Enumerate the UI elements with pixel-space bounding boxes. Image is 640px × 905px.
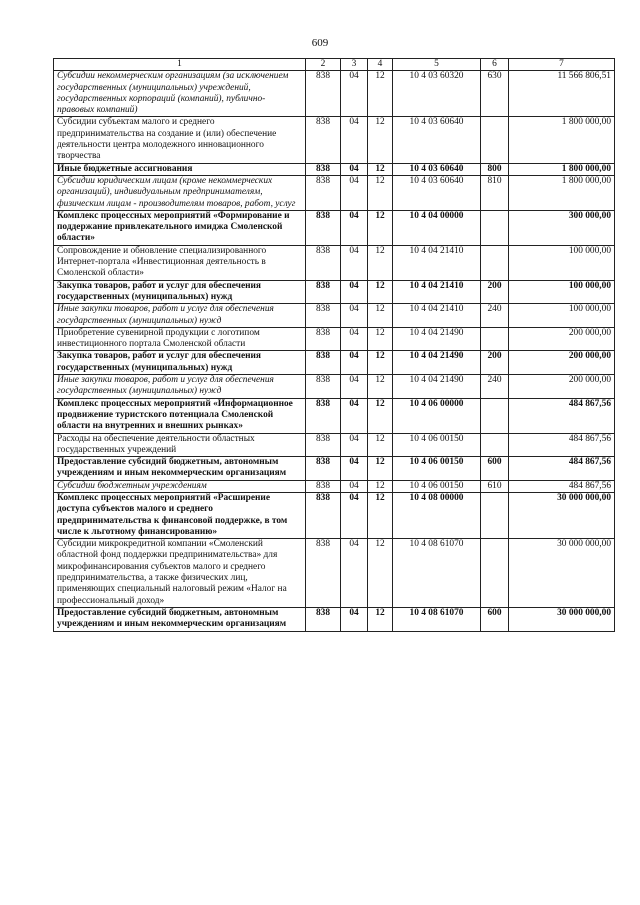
subsection-cell: 12 (368, 375, 393, 399)
subsection-cell: 12 (368, 492, 393, 538)
grbs-cell: 838 (306, 304, 341, 328)
expense-type-cell: 600 (481, 457, 509, 481)
target-article-cell: 10 4 03 60640 (393, 175, 481, 210)
subsection-cell: 12 (368, 398, 393, 433)
row-name-cell: Иные закупки товаров, работ и услуг для обеспечения государственных (муниципальных) нужд (54, 375, 306, 399)
amount-cell: 1 800 000,00 (509, 175, 615, 210)
subsection-cell: 12 (368, 327, 393, 351)
expense-type-cell: 240 (481, 375, 509, 399)
target-article-cell: 10 4 04 21410 (393, 280, 481, 304)
table-row (54, 480, 615, 492)
amount-cell: 30 000 000,00 (509, 492, 615, 538)
section-cell: 04 (341, 457, 368, 481)
target-article-cell: 10 4 03 60320 (393, 71, 481, 117)
target-article-cell: 10 4 04 21490 (393, 375, 481, 399)
page-number: 609 (311, 37, 329, 49)
section-cell: 04 (341, 163, 368, 175)
table-row (54, 607, 615, 631)
target-article-cell: 10 4 06 00150 (393, 480, 481, 492)
section-cell: 04 (341, 539, 368, 608)
row-name-cell: Предоставление субсидий бюджетным, автономным учреждениям и иным некоммерческим организациям (54, 457, 306, 481)
expense-type-cell: 240 (481, 304, 509, 328)
amount-cell: 484 867,56 (509, 480, 615, 492)
target-article-cell: 10 4 08 00000 (393, 492, 481, 538)
amount-cell: 30 000 000,00 (509, 607, 615, 631)
expense-type-cell (481, 492, 509, 538)
expense-type-cell (481, 398, 509, 433)
amount-cell: 100 000,00 (509, 245, 615, 280)
subsection-cell: 12 (368, 245, 393, 280)
grbs-cell: 838 (306, 375, 341, 399)
row-name-cell: Расходы на обеспечение деятельности областных государственных учреждений (54, 433, 306, 457)
row-name-cell: Субсидии субъектам малого и среднего предпринимательства на создание и (или) обеспечение деятельности центра молодежного инновационного творчества (54, 117, 306, 163)
table-row (54, 398, 615, 433)
grbs-cell: 838 (306, 539, 341, 608)
row-name-cell: Сопровождение и обновление специализированного Интернет-портала «Инвестиционная деятельность в Смоленской области» (54, 245, 306, 280)
row-name-cell: Комплекс процессных мероприятий «Формирование и поддержание привлекательного имиджа Смоленской области» (54, 210, 306, 245)
row-name-cell: Субсидии юридическим лицам (кроме некоммерческих организаций), индивидуальным предпринимателям, физическим лицам - производителям товаров, работ, услуг (54, 175, 306, 210)
target-article-cell: 10 4 04 21410 (393, 304, 481, 328)
grbs-cell: 838 (306, 398, 341, 433)
column-header: 5 (393, 59, 481, 71)
subsection-cell: 12 (368, 304, 393, 328)
amount-cell: 30 000 000,00 (509, 539, 615, 608)
amount-cell: 484 867,56 (509, 457, 615, 481)
section-cell: 04 (341, 280, 368, 304)
row-name-cell: Комплекс процессных мероприятий «Расширение доступа субъектов малого и среднего предпринимательства к финансовой поддержке, в том числе к льготному финансированию» (54, 492, 306, 538)
amount-cell: 484 867,56 (509, 433, 615, 457)
table-row (54, 71, 615, 117)
subsection-cell: 12 (368, 351, 393, 375)
row-name-cell: Предоставление субсидий бюджетным, автономным учреждениям и иным некоммерческим организациям (54, 607, 306, 631)
section-cell: 04 (341, 175, 368, 210)
grbs-cell: 838 (306, 492, 341, 538)
target-article-cell: 10 4 04 21490 (393, 327, 481, 351)
amount-cell: 484 867,56 (509, 398, 615, 433)
grbs-cell: 838 (306, 480, 341, 492)
section-cell: 04 (341, 398, 368, 433)
table-row (54, 539, 615, 608)
table-body (54, 71, 615, 631)
table-row (54, 492, 615, 538)
target-article-cell: 10 4 04 21490 (393, 351, 481, 375)
row-name-cell: Субсидии микрокредитной компании «Смоленский областной фонд поддержки предпринимательства» для микрофинансирования субъектов малого и среднего предпринимательства, а также физических лиц, применяющих специальный налоговый режим «Налог на профессиональный доход» (54, 539, 306, 608)
table-row (54, 245, 615, 280)
grbs-cell: 838 (306, 163, 341, 175)
row-name-cell: Субсидии бюджетным учреждениям (54, 480, 306, 492)
section-cell: 04 (341, 327, 368, 351)
amount-cell: 200 000,00 (509, 351, 615, 375)
amount-cell: 11 566 806,51 (509, 71, 615, 117)
section-cell: 04 (341, 210, 368, 245)
table-row (54, 163, 615, 175)
subsection-cell: 12 (368, 607, 393, 631)
grbs-cell: 838 (306, 280, 341, 304)
target-article-cell: 10 4 04 00000 (393, 210, 481, 245)
section-cell: 04 (341, 375, 368, 399)
expense-type-cell: 610 (481, 480, 509, 492)
table-row (54, 457, 615, 481)
target-article-cell: 10 4 06 00000 (393, 398, 481, 433)
amount-cell: 100 000,00 (509, 304, 615, 328)
expense-type-cell: 810 (481, 175, 509, 210)
budget-table (53, 58, 615, 632)
section-cell: 04 (341, 492, 368, 538)
grbs-cell: 838 (306, 210, 341, 245)
amount-cell: 300 000,00 (509, 210, 615, 245)
amount-cell: 1 800 000,00 (509, 117, 615, 163)
grbs-cell: 838 (306, 351, 341, 375)
amount-cell: 100 000,00 (509, 280, 615, 304)
table-row (54, 433, 615, 457)
row-name-cell: Иные закупки товаров, работ и услуг для обеспечения государственных (муниципальных) нужд (54, 304, 306, 328)
row-name-cell: Иные бюджетные ассигнования (54, 163, 306, 175)
subsection-cell: 12 (368, 175, 393, 210)
row-name-cell: Закупка товаров, работ и услуг для обеспечения государственных (муниципальных) нужд (54, 280, 306, 304)
row-name-cell: Закупка товаров, работ и услуг для обеспечения государственных (муниципальных) нужд (54, 351, 306, 375)
grbs-cell: 838 (306, 117, 341, 163)
target-article-cell: 10 4 03 60640 (393, 117, 481, 163)
column-header: 2 (306, 59, 341, 71)
section-cell: 04 (341, 480, 368, 492)
table-row (54, 351, 615, 375)
expense-type-cell: 800 (481, 163, 509, 175)
subsection-cell: 12 (368, 163, 393, 175)
grbs-cell: 838 (306, 457, 341, 481)
expense-type-cell (481, 539, 509, 608)
section-cell: 04 (341, 117, 368, 163)
expense-type-cell: 200 (481, 280, 509, 304)
section-cell: 04 (341, 351, 368, 375)
column-header: 3 (341, 59, 368, 71)
row-name-cell: Комплекс процессных мероприятий «Информационное продвижение туристского потенциала Смоленской области на внутренних и внешних рынках» (54, 398, 306, 433)
grbs-cell: 838 (306, 71, 341, 117)
target-article-cell: 10 4 08 61070 (393, 539, 481, 608)
table-row (54, 304, 615, 328)
subsection-cell: 12 (368, 433, 393, 457)
amount-cell: 200 000,00 (509, 375, 615, 399)
subsection-cell: 12 (368, 210, 393, 245)
section-cell: 04 (341, 245, 368, 280)
expense-type-cell (481, 433, 509, 457)
row-name-cell: Приобретение сувенирной продукции с логотипом инвестиционного портала Смоленской области (54, 327, 306, 351)
table-row (54, 210, 615, 245)
expense-type-cell (481, 327, 509, 351)
grbs-cell: 838 (306, 245, 341, 280)
target-article-cell: 10 4 06 00150 (393, 433, 481, 457)
section-cell: 04 (341, 607, 368, 631)
expense-type-cell (481, 210, 509, 245)
target-article-cell: 10 4 08 61070 (393, 607, 481, 631)
section-cell: 04 (341, 71, 368, 117)
table-row (54, 175, 615, 210)
grbs-cell: 838 (306, 433, 341, 457)
column-header: 7 (509, 59, 615, 71)
expense-type-cell: 200 (481, 351, 509, 375)
column-header: 4 (368, 59, 393, 71)
amount-cell: 1 800 000,00 (509, 163, 615, 175)
subsection-cell: 12 (368, 280, 393, 304)
row-name-cell: Субсидии некоммерческим организациям (за исключением государственных (муниципальных) учреждений, государственных корпораций (компаний), публично-правовых компаний) (54, 71, 306, 117)
table-row (54, 117, 615, 163)
expense-type-cell (481, 245, 509, 280)
expense-type-cell: 600 (481, 607, 509, 631)
table-row (54, 327, 615, 351)
subsection-cell: 12 (368, 539, 393, 608)
table-row (54, 280, 615, 304)
subsection-cell: 12 (368, 457, 393, 481)
target-article-cell: 10 4 06 00150 (393, 457, 481, 481)
subsection-cell: 12 (368, 480, 393, 492)
table-row (54, 375, 615, 399)
grbs-cell: 838 (306, 175, 341, 210)
amount-cell: 200 000,00 (509, 327, 615, 351)
table-header-row (54, 59, 615, 71)
expense-type-cell (481, 117, 509, 163)
subsection-cell: 12 (368, 117, 393, 163)
column-header: 6 (481, 59, 509, 71)
target-article-cell: 10 4 04 21410 (393, 245, 481, 280)
column-header: 1 (54, 59, 306, 71)
section-cell: 04 (341, 433, 368, 457)
expense-type-cell: 630 (481, 71, 509, 117)
grbs-cell: 838 (306, 327, 341, 351)
subsection-cell: 12 (368, 71, 393, 117)
section-cell: 04 (341, 304, 368, 328)
target-article-cell: 10 4 03 60640 (393, 163, 481, 175)
grbs-cell: 838 (306, 607, 341, 631)
